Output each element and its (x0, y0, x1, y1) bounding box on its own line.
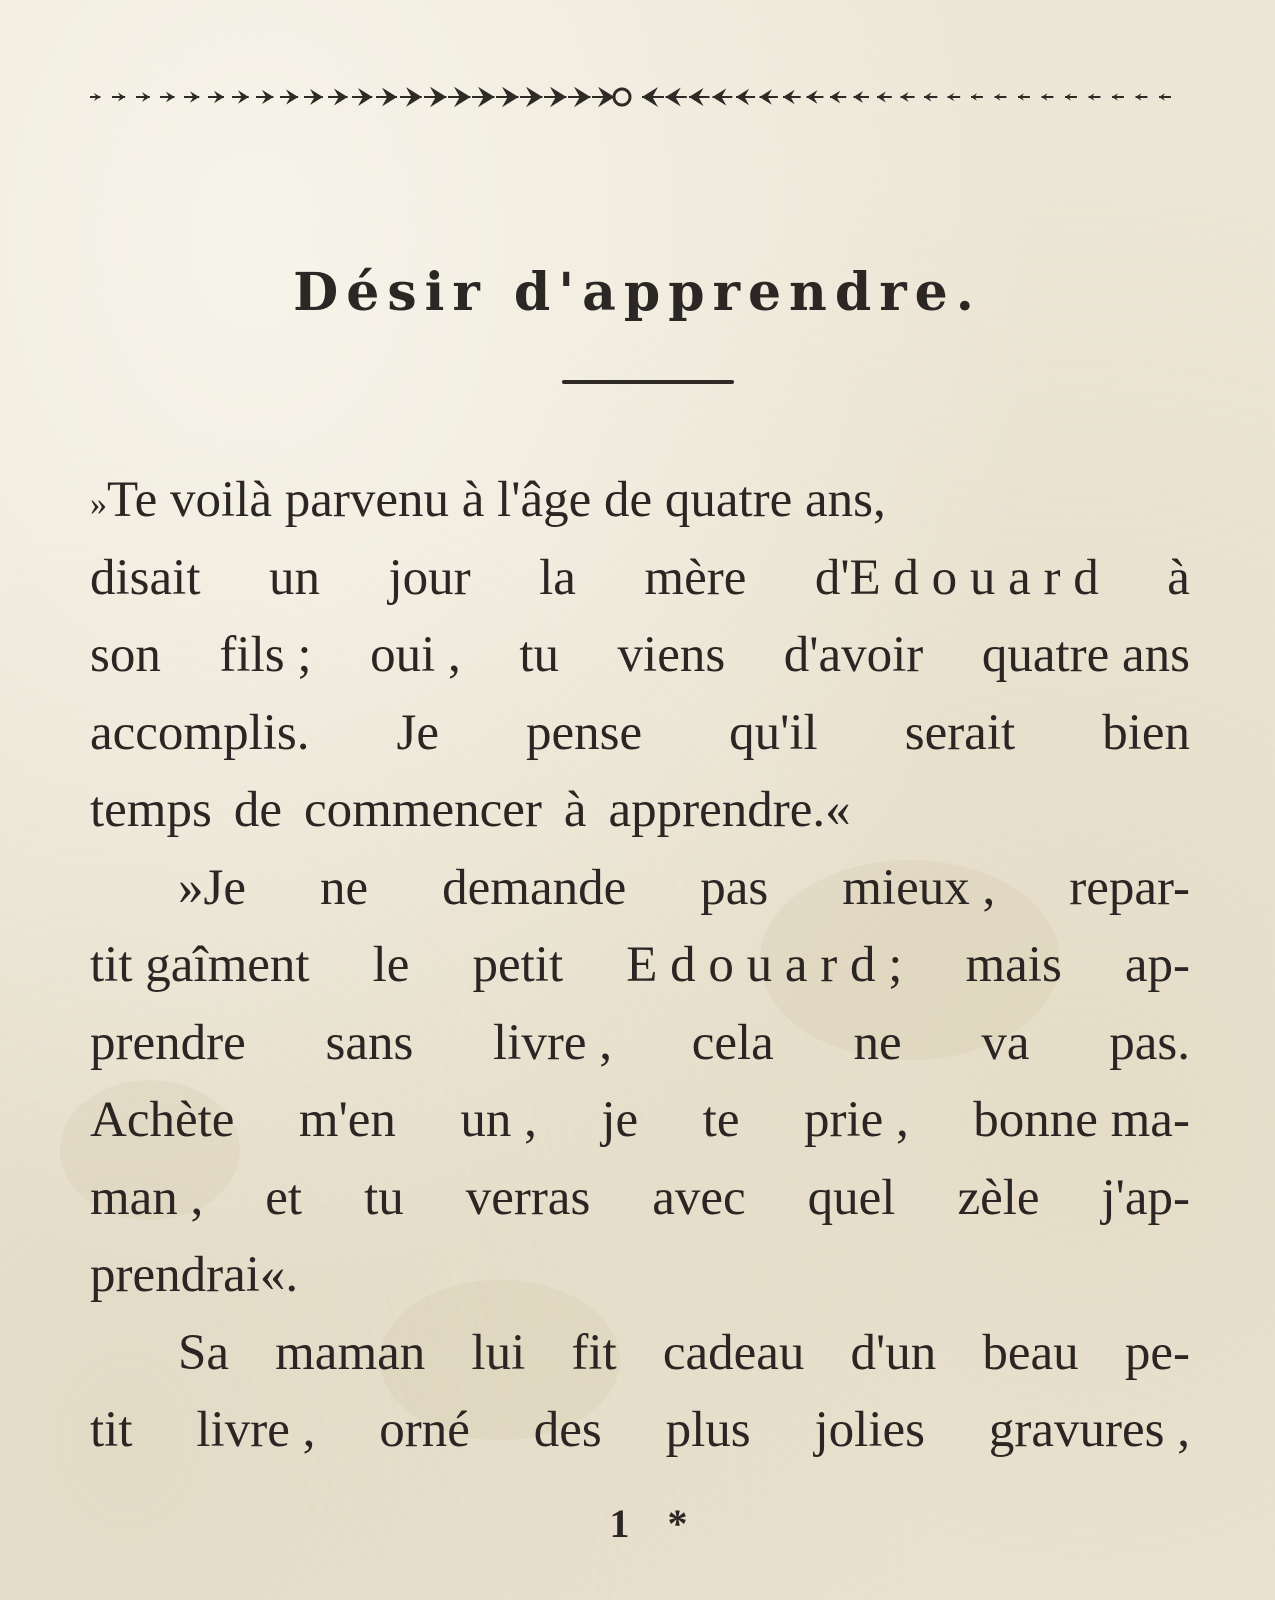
word: mère (644, 549, 747, 606)
word: oui , (370, 627, 461, 683)
word: beau (982, 1324, 1079, 1381)
text-line (90, 927, 1190, 1005)
word: j'ap- (1101, 1169, 1190, 1226)
word: tu (519, 627, 559, 683)
word: mieux , (842, 859, 996, 916)
word: des (533, 1402, 602, 1458)
word: sans (325, 1014, 414, 1071)
word: prendrai«. (90, 1247, 299, 1303)
word: accomplis. (90, 704, 310, 761)
word: »Je (178, 859, 246, 916)
text-fragment (90, 462, 886, 543)
word: à (1167, 549, 1190, 606)
word: un , (460, 1092, 537, 1148)
word: repar- (1069, 859, 1190, 916)
word: verras (465, 1169, 591, 1226)
word: cela (691, 1014, 774, 1071)
word: prie , (803, 1092, 909, 1148)
word: pense (526, 704, 643, 761)
word: et (265, 1169, 303, 1226)
word: pas (700, 859, 769, 916)
word: m'en (298, 1092, 396, 1148)
word: serait (904, 704, 1016, 761)
text-line (90, 772, 1190, 850)
word: tit (90, 1402, 133, 1458)
word: Sa (178, 1324, 229, 1381)
word: E d o u a r d ; (626, 937, 903, 993)
word: lui (471, 1324, 526, 1381)
word: avec (652, 1169, 746, 1226)
header-ornament (90, 80, 1190, 114)
word: tit gaîment (90, 937, 310, 993)
word: ne (320, 859, 369, 916)
word: de (233, 782, 282, 838)
word: mais (965, 937, 1062, 993)
word: livre , (493, 1014, 612, 1071)
text-line (90, 540, 1190, 618)
word: bien (1102, 704, 1190, 761)
word: un (268, 549, 320, 606)
word: bonne ma- (973, 1092, 1190, 1148)
word: prendre (90, 1014, 246, 1071)
word: demande (442, 859, 627, 916)
title-rule (562, 380, 734, 384)
word: qu'il (729, 704, 818, 761)
text-line (90, 1237, 1190, 1315)
word: Je (396, 704, 440, 761)
word: d'E d o u a r d (814, 549, 1099, 606)
word: disait (90, 549, 201, 606)
ornament-center-ring (614, 89, 630, 105)
word: Achète (90, 1092, 235, 1148)
text-line (90, 462, 1190, 540)
word: te (702, 1092, 740, 1148)
body-text (90, 462, 1190, 1470)
word: petit (472, 937, 564, 993)
word: pe- (1124, 1324, 1190, 1381)
word: orné (379, 1402, 470, 1458)
signature-mark: 1 * (609, 1501, 702, 1546)
word: maman (275, 1324, 426, 1381)
word: à (563, 782, 587, 838)
word: jolies (814, 1402, 925, 1458)
word: livre , (196, 1402, 316, 1458)
word: le (372, 937, 410, 993)
text-line (90, 1160, 1190, 1238)
word: fils ; (219, 627, 312, 683)
word: son (90, 627, 161, 683)
word: viens (617, 627, 726, 683)
word: zèle (957, 1169, 1040, 1226)
word: quel (807, 1169, 896, 1226)
word: apprendre.« (608, 782, 851, 838)
word: la (539, 549, 576, 606)
chapter-title: Désir d'apprendre. (293, 262, 982, 323)
word: jour (388, 549, 471, 606)
ornament-band (90, 80, 1190, 114)
word: gravures , (988, 1402, 1190, 1458)
drop-cap-line: Te voilà parvenu à l'âge de quatre ans, (107, 472, 886, 528)
word: je (601, 1092, 639, 1148)
word: d'un (850, 1324, 937, 1381)
text-line (90, 695, 1190, 773)
text-line (90, 1005, 1190, 1083)
word: temps (90, 782, 212, 838)
word: quatre ans (981, 627, 1190, 683)
word: plus (665, 1402, 751, 1458)
word: commencer (303, 782, 542, 838)
text-line (90, 617, 1190, 695)
word: man , (90, 1169, 204, 1226)
word: va (981, 1014, 1030, 1071)
text-line (90, 1392, 1190, 1470)
word: cadeau (662, 1324, 805, 1381)
text-line (90, 850, 1190, 928)
word: tu (364, 1169, 404, 1226)
word: ne (853, 1014, 902, 1071)
word: pas. (1109, 1014, 1190, 1071)
text-line (90, 1082, 1190, 1160)
opening-quote: » (90, 485, 107, 523)
word: fit (571, 1324, 617, 1381)
word: d'avoir (783, 627, 924, 683)
text-line (90, 1315, 1190, 1393)
word: ap- (1124, 937, 1190, 993)
